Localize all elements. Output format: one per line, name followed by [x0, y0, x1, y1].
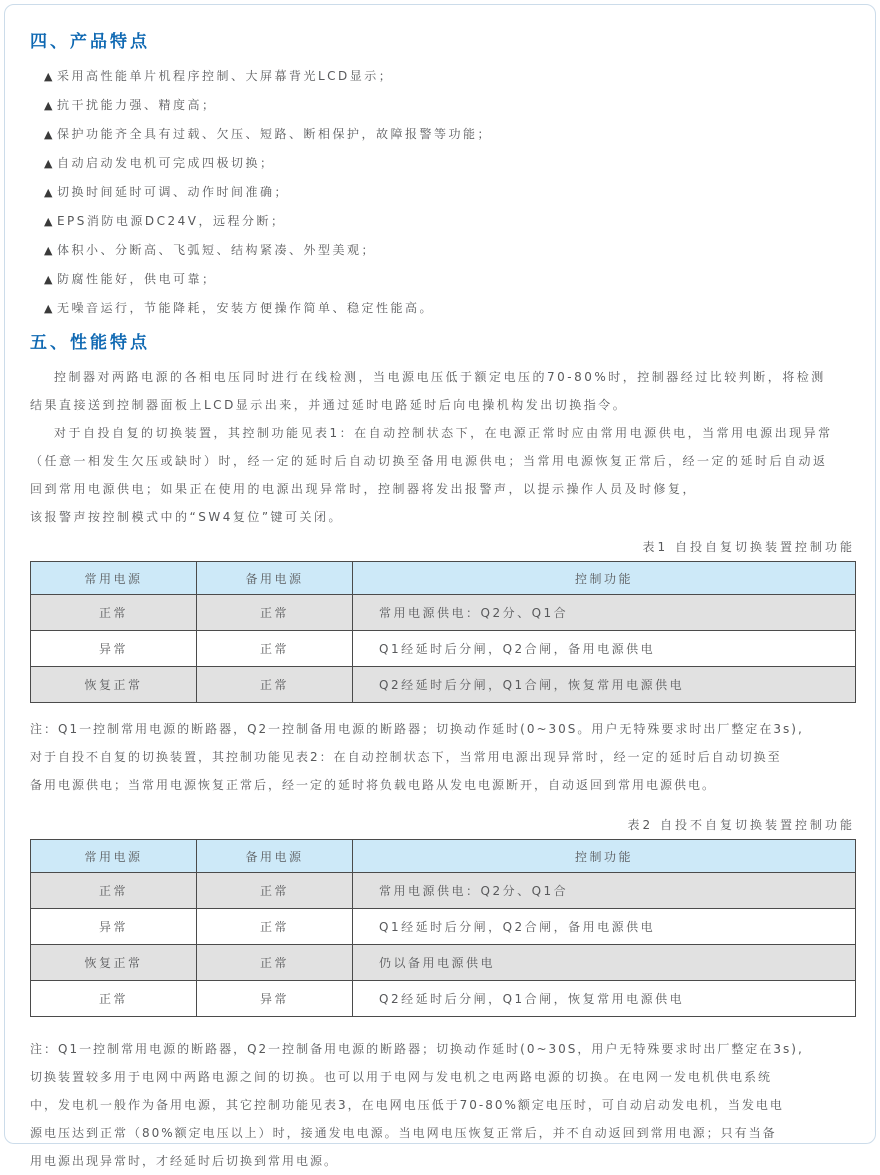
- feature-item: [44, 91, 855, 120]
- feature-item-text: 无噪音运行，节能降耗，安装方便操作简单、稳定性能高。: [56, 301, 434, 315]
- section4-heading: 四、产品特点: [30, 32, 150, 52]
- cell-control-function: Q2经延时后分闸，Q1合闸，恢复常用电源供电: [353, 667, 856, 703]
- table1-header: [31, 562, 856, 595]
- feature-item: [44, 178, 855, 207]
- col-header-backup-source: 备用电源: [197, 562, 353, 595]
- cell-backup-source-state: 正常: [197, 595, 353, 631]
- paragraph-1: [30, 363, 855, 419]
- table-header-row: [31, 840, 856, 873]
- paragraph-line: 对于自投自复的切换装置，其控制功能见表1：在自动控制状态下，在电源正常时应由常用电源供电，当常用电源出现异常: [54, 426, 833, 440]
- cell-normal-source-state: 恢复正常: [31, 667, 197, 703]
- feature-item-text: EPS消防电源DC24V，远程分断；: [56, 214, 286, 228]
- section-performance-features: [30, 331, 855, 1175]
- table-row: [31, 981, 856, 1017]
- feature-item-text: 采用高性能单片机程序控制、大屏幕背光LCD显示；: [56, 69, 394, 83]
- cell-backup-source-state: 异常: [197, 981, 353, 1017]
- col-header-control-function: 控制功能: [353, 840, 856, 873]
- cell-backup-source-state: 正常: [197, 631, 353, 667]
- cell-control-function: 仍以备用电源供电: [353, 945, 856, 981]
- table-row: [31, 945, 856, 981]
- note-line: 源电压达到正常（80%额定电压以上）时，接通发电电源。当电网电压恢复正常后，并不自动返回到常用电源；只有当备: [30, 1126, 777, 1140]
- col-header-normal-source: 常用电源: [31, 562, 197, 595]
- feature-list: [30, 62, 855, 323]
- feature-item: [44, 236, 855, 265]
- col-header-control-function: 控制功能: [353, 562, 856, 595]
- triangle-bullet-icon: ▲: [44, 244, 55, 257]
- triangle-bullet-icon: ▲: [44, 128, 55, 141]
- triangle-bullet-icon: ▲: [44, 157, 55, 170]
- table-row: [31, 595, 856, 631]
- table2-body: [31, 873, 856, 1017]
- cell-backup-source-state: 正常: [197, 945, 353, 981]
- note-line: 对于自投不自复的切换装置，其控制功能见表2：在自动控制状态下，当常用电源出现异常时，经一定的延时后自动切换至: [30, 750, 782, 764]
- triangle-bullet-icon: ▲: [44, 70, 55, 83]
- col-header-normal-source: 常用电源: [31, 840, 197, 873]
- paragraph-line: 控制器对两路电源的各相电压同时进行在线检测，当电源电压低于额定电压的70-80%时，控制器经过比较判断，将检测: [54, 370, 826, 384]
- cell-control-function: 常用电源供电：Q2分、Q1合: [353, 873, 856, 909]
- cell-normal-source-state: 恢复正常: [31, 945, 197, 981]
- col-header-backup-source: 备用电源: [197, 840, 353, 873]
- cell-normal-source-state: 异常: [31, 909, 197, 945]
- table1-note: [30, 715, 855, 799]
- note-line: 注：Q1一控制常用电源的断路器，Q2一控制备用电源的断路器；切换动作延时(0~30S，用户无特殊要求时出厂整定在3s),: [30, 1042, 804, 1056]
- note-line: 用电源出现异常时，才经延时后切换到常用电源。: [30, 1154, 339, 1168]
- table1-body: [31, 595, 856, 703]
- section5-heading: 五、性能特点: [30, 333, 150, 353]
- paragraph-2: [30, 419, 855, 531]
- table-row: [31, 909, 856, 945]
- triangle-bullet-icon: ▲: [44, 99, 55, 112]
- cell-control-function: Q1经延时后分闸，Q2合闸，备用电源供电: [353, 909, 856, 945]
- feature-item-text: 抗干扰能力强、精度高；: [56, 98, 217, 112]
- feature-item: [44, 120, 855, 149]
- feature-item-text: 防腐性能好，供电可靠；: [56, 272, 217, 286]
- triangle-bullet-icon: ▲: [44, 273, 55, 286]
- triangle-bullet-icon: ▲: [44, 215, 55, 228]
- note-line: 备用电源供电；当常用电源恢复正常后，经一定的延时将负载电路从发电电源断开，自动返回到常用电源供电。: [30, 778, 717, 792]
- table1-caption: 表1 自投自复切换装置控制功能: [642, 540, 855, 554]
- paragraph-line: 该报警声按控制模式中的“SW4复位”键可关闭。: [30, 510, 344, 524]
- feature-item: [44, 265, 855, 294]
- table-row: [31, 667, 856, 703]
- cell-backup-source-state: 正常: [197, 667, 353, 703]
- table-header-row: [31, 562, 856, 595]
- feature-item: [44, 149, 855, 178]
- section-product-features: [30, 30, 855, 323]
- note-line: 中，发电机一般作为备用电源，其它控制功能见表3，在电网电压低于70-80%额定电压时，可自动启动发电机，当发电电: [30, 1098, 784, 1112]
- table2-note: [30, 1035, 855, 1175]
- table2-control-functions: [30, 839, 856, 1017]
- feature-item-text: 切换时间延时可调、动作时间准确；: [56, 185, 289, 199]
- feature-item-text: 保护功能齐全具有过载、欠压、短路、断相保护，故障报警等功能；: [56, 127, 492, 141]
- note-line: 注：Q1一控制常用电源的断路器，Q2一控制备用电源的断路器；切换动作延时(0~30S。用户无特殊要求时出厂整定在3s),: [30, 722, 804, 736]
- triangle-bullet-icon: ▲: [44, 302, 55, 315]
- feature-item: [44, 62, 855, 91]
- cell-normal-source-state: 正常: [31, 981, 197, 1017]
- cell-control-function: 常用电源供电：Q2分、Q1合: [353, 595, 856, 631]
- cell-backup-source-state: 正常: [197, 909, 353, 945]
- table1-control-functions: [30, 561, 856, 703]
- feature-item: [44, 207, 855, 236]
- paragraph-line: 结果直接送到控制器面板上LCD显示出来，并通过延时电路延时后向电操机构发出切换指令。: [30, 398, 628, 412]
- cell-normal-source-state: 正常: [31, 595, 197, 631]
- feature-item-text: 体积小、分断高、飞弧短、结构紧凑、外型美观；: [56, 243, 376, 257]
- feature-item: [44, 294, 855, 323]
- feature-item-text: 自动启动发电机可完成四极切换；: [56, 156, 275, 170]
- cell-backup-source-state: 正常: [197, 873, 353, 909]
- note-line: 切换装置较多用于电网中两路电源之间的切换。也可以用于电网与发电机之电两路电源的切换。在电网一发电机供电系统: [30, 1070, 773, 1084]
- paragraph-line: 回到常用电源供电；如果正在使用的电源出现异常时，控制器将发出报警声，以提示操作人员及时修复，: [30, 482, 698, 496]
- cell-normal-source-state: 异常: [31, 631, 197, 667]
- cell-normal-source-state: 正常: [31, 873, 197, 909]
- triangle-bullet-icon: ▲: [44, 186, 55, 199]
- cell-control-function: Q1经延时后分闸，Q2合闸，备用电源供电: [353, 631, 856, 667]
- table-row: [31, 873, 856, 909]
- cell-control-function: Q2经延时后分闸，Q1合闸，恢复常用电源供电: [353, 981, 856, 1017]
- table2-caption: 表2 自投不自复切换装置控制功能: [627, 818, 855, 832]
- paragraph-line: （任意一相发生欠压或缺时）时，经一定的延时后自动切换至备用电源供电；当常用电源恢复正常后，经一定的延时后自动返: [30, 454, 828, 468]
- table2-header: [31, 840, 856, 873]
- table-row: [31, 631, 856, 667]
